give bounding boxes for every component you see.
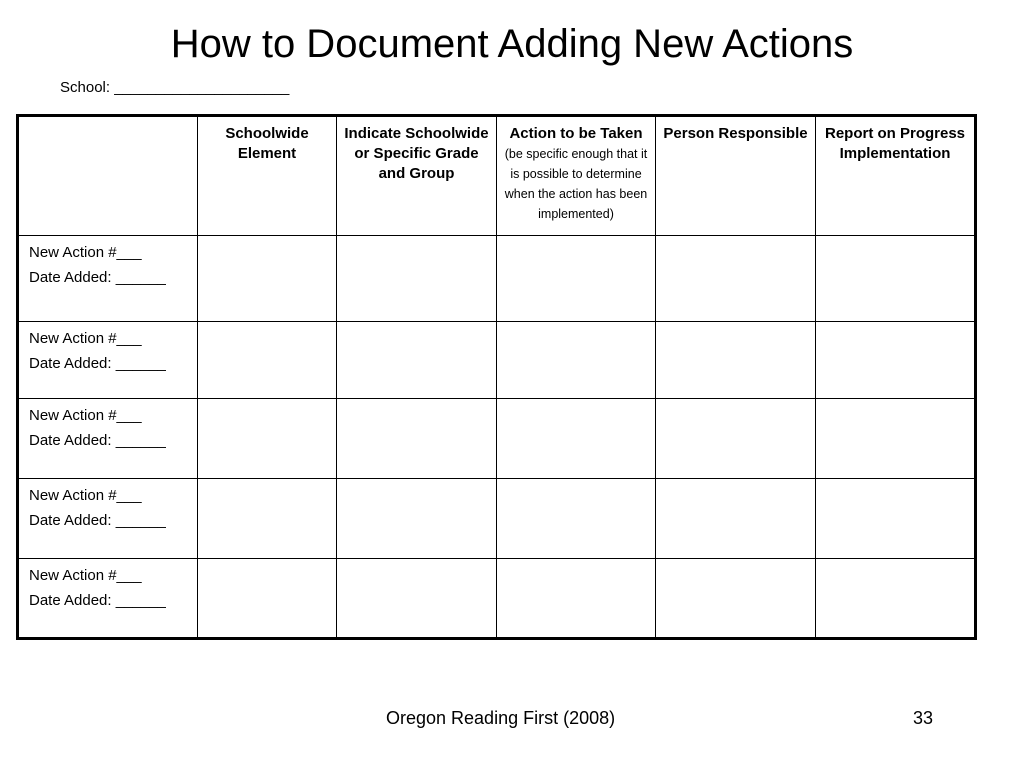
new-action-label: New Action #___ [29,244,142,261]
action-cell[interactable] [497,399,656,479]
person-responsible-cell[interactable] [656,559,816,639]
action-cell[interactable] [497,559,656,639]
table-row [18,399,976,479]
row-label-cell [18,559,198,639]
table-row [18,479,976,559]
table-row [18,559,976,639]
date-added-label: Date Added: ______ [29,432,166,449]
table-row [18,236,976,322]
row-label-cell [18,236,198,322]
row-label-cell [18,399,198,479]
header-report-progress [816,116,976,236]
grade-group-cell[interactable] [337,479,497,559]
header-grade-group [337,116,497,236]
progress-report-cell[interactable] [816,399,976,479]
person-responsible-cell[interactable] [656,479,816,559]
header-schoolwide-element [198,116,337,236]
slide-title: How to Document Adding New Actions [170,22,854,66]
progress-report-cell[interactable] [816,322,976,399]
action-cell[interactable] [497,236,656,322]
grade-group-cell[interactable] [337,236,497,322]
person-responsible-cell[interactable] [656,236,816,322]
header-cell-blank [18,116,198,236]
person-responsible-cell[interactable] [656,322,816,399]
header-label: Indicate Schoolwide or Specific Grade and Group [344,125,489,182]
table-header-row [18,116,976,236]
header-note: (be specific enough that it is possible to determine when the action has been implemented) [504,147,648,221]
new-action-label: New Action #___ [29,487,142,504]
date-added-label: Date Added: ______ [29,355,166,372]
schoolwide-element-cell[interactable] [198,559,337,639]
progress-report-cell[interactable] [816,559,976,639]
grade-group-cell[interactable] [337,559,497,639]
header-label: Action to be Taken [509,125,643,142]
header-label: Report on Progress Implementation [824,125,966,162]
new-actions-table [16,114,977,640]
grade-group-cell[interactable] [337,399,497,479]
schoolwide-element-cell[interactable] [198,322,337,399]
schoolwide-element-cell[interactable] [198,236,337,322]
header-label: Schoolwide Element [225,125,309,162]
progress-report-cell[interactable] [816,236,976,322]
schoolwide-element-cell[interactable] [198,399,337,479]
action-cell[interactable] [497,322,656,399]
row-label-cell [18,322,198,399]
person-responsible-cell[interactable] [656,399,816,479]
date-added-label: Date Added: ______ [29,269,166,286]
new-action-label: New Action #___ [29,407,142,424]
table-row [18,322,976,399]
row-label-cell [18,479,198,559]
date-added-label: Date Added: ______ [29,512,166,529]
header-label: Person Responsible [663,125,808,142]
footer-source: Oregon Reading First (2008) [386,708,616,728]
schoolwide-element-cell[interactable] [198,479,337,559]
new-action-label: New Action #___ [29,330,142,347]
date-added-label: Date Added: ______ [29,592,166,609]
header-action-to-be-taken [497,116,656,236]
progress-report-cell[interactable] [816,479,976,559]
header-person-responsible [656,116,816,236]
school-field-label: School: _____________________ [60,79,290,96]
new-action-label: New Action #___ [29,567,142,584]
action-cell[interactable] [497,479,656,559]
page-number: 33 [913,708,934,728]
grade-group-cell[interactable] [337,322,497,399]
